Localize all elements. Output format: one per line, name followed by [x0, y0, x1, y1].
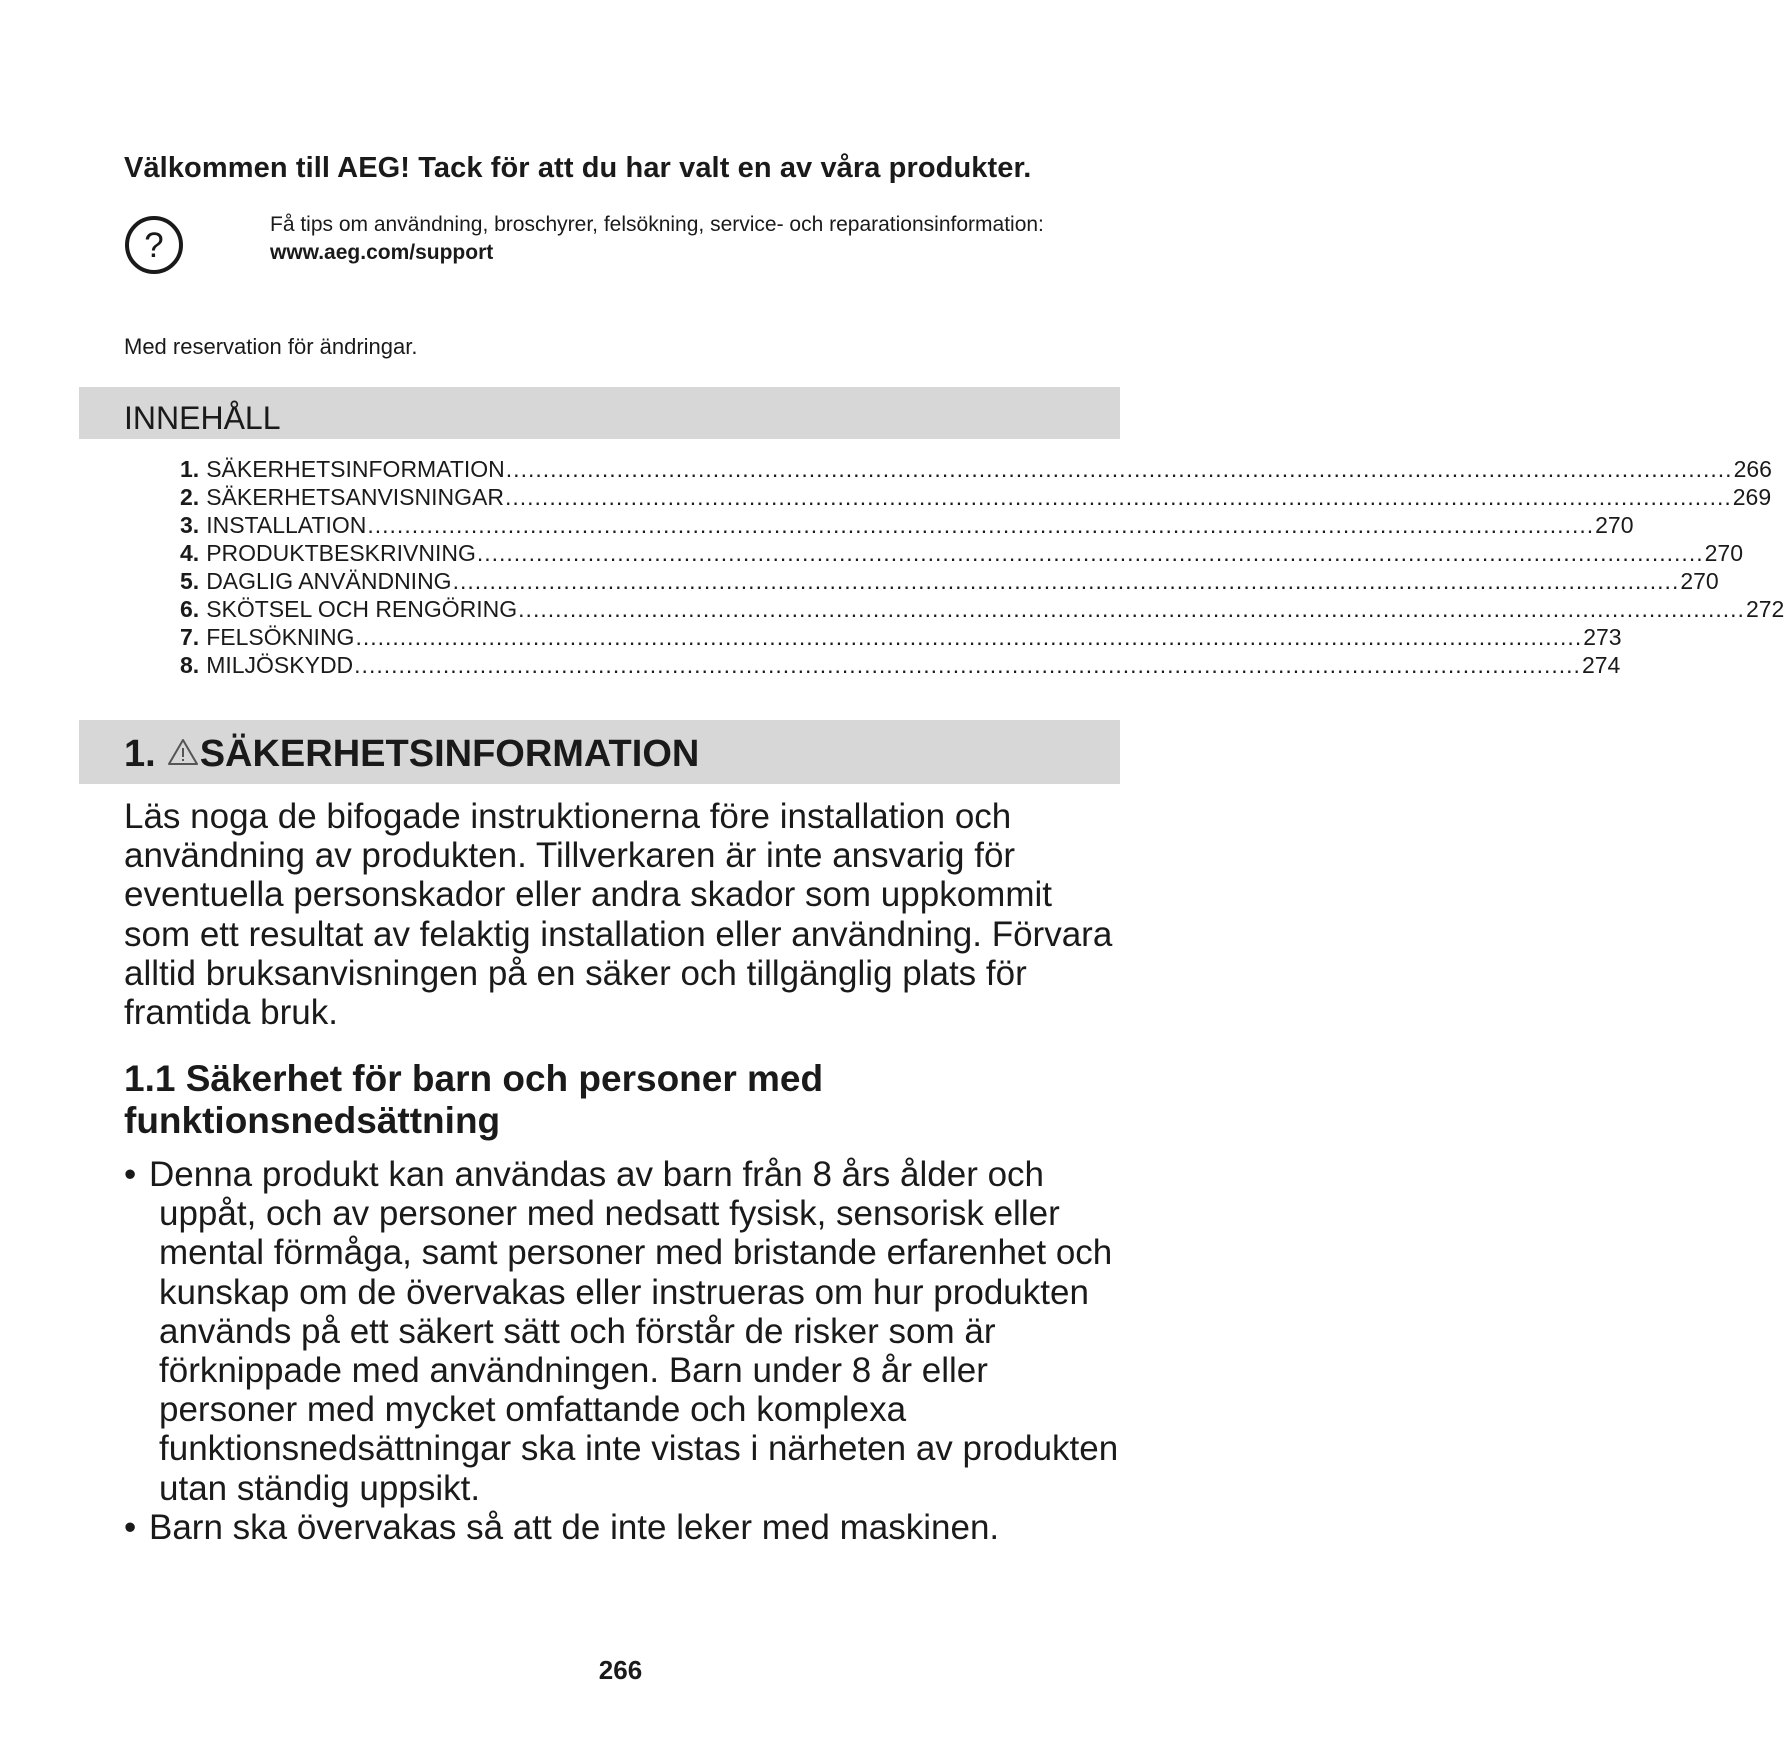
toc-entry[interactable]: [180, 651, 1621, 679]
section-1-heading: [124, 733, 699, 775]
toc-entry-number: 6.: [180, 596, 200, 622]
toc-entry-number: 5.: [180, 568, 200, 594]
toc-entry-page: 272: [1745, 596, 1784, 622]
svg-text:?: ?: [144, 226, 164, 265]
toc-entry-title: SKÖTSEL OCH RENGÖRING: [206, 596, 518, 622]
toc-leader-dots: ......................................................................................................................................................................: [518, 596, 1745, 622]
toc-entry-title: MILJÖSKYDD: [206, 652, 354, 678]
toc-entry-page: 274: [1581, 652, 1621, 678]
toc-entry-title: FELSÖKNING: [206, 624, 355, 650]
toc-entry-number: 1.: [180, 456, 200, 482]
toc-entry-number: 8.: [180, 652, 200, 678]
toc-entry[interactable]: [180, 595, 1784, 623]
reservation-note: Med reservation för ändringar.: [124, 334, 418, 359]
toc-leader-dots: ......................................................................................................................................................................: [355, 624, 1583, 650]
toc-entry-title: INSTALLATION: [206, 512, 367, 538]
toc-entry-page: 270: [1595, 512, 1634, 538]
toc-heading: INNEHÅLL: [124, 400, 281, 436]
toc-leader-dots: ......................................................................................................................................................................: [504, 484, 1732, 510]
section-title: SÄKERHETSINFORMATION: [199, 733, 700, 775]
page-number: 266: [598, 1655, 643, 1685]
toc-entry-page: 270: [1704, 540, 1743, 566]
toc-leader-dots: ......................................................................................................................................................................: [452, 568, 1680, 594]
toc-leader-dots: ......................................................................................................................................................................: [354, 652, 1581, 678]
help-text: Få tips om användning, broschyrer, felsökning, service- och reparationsinformation:: [270, 213, 1044, 236]
toc-entry-number: 2.: [180, 484, 200, 510]
support-link[interactable]: www.aeg.com/support: [270, 241, 494, 264]
toc-entry[interactable]: [180, 567, 1719, 595]
table-of-contents: [180, 455, 1784, 679]
list-item: • Barn ska övervakas så att de inte leker med maskinen.: [124, 1508, 1124, 1547]
welcome-heading: Välkommen till AEG! Tack för att du har valt en av våra produkter.: [124, 152, 1032, 184]
toc-entry-page: 270: [1680, 568, 1719, 594]
toc-entry[interactable]: [180, 455, 1772, 483]
toc-entry-title: SÄKERHETSANVISNINGAR: [206, 484, 504, 510]
toc-entry-page: 269: [1732, 484, 1772, 510]
toc-entry-title: PRODUKTBESKRIVNING: [206, 540, 476, 566]
question-circle-icon: [123, 214, 185, 276]
toc-entry[interactable]: [180, 623, 1622, 651]
toc-leader-dots: ......................................................................................................................................................................: [367, 512, 1595, 538]
toc-leader-dots: ......................................................................................................................................................................: [505, 456, 1733, 482]
toc-entry-number: 4.: [180, 540, 200, 566]
toc-entry[interactable]: [180, 539, 1743, 567]
subsection-heading: 1.1 Säkerhet för barn och personer med funktionsnedsättning: [124, 1058, 824, 1141]
toc-leader-dots: ......................................................................................................................................................................: [476, 540, 1704, 566]
toc-entry-page: 266: [1733, 456, 1772, 482]
toc-entry-title: SÄKERHETSINFORMATION: [206, 456, 505, 482]
warning-triangle-icon: [166, 737, 200, 767]
toc-entry-number: 7.: [180, 624, 200, 650]
intro-paragraph: Läs noga de bifogade instruktionerna före installation och användning av produkten. Tillverkaren är inte ansvarig för eventuella personskador eller andra skador som uppkommit som ett resultat av felaktig installation eller användning. Förvara alltid bruksanvisningen på en säker och tillgänglig plats för framtida bruk.: [124, 797, 1113, 1033]
section-number: 1.: [124, 733, 156, 775]
toc-entry-title: DAGLIG ANVÄNDNING: [206, 568, 452, 594]
safety-bullet-list: [124, 1155, 1124, 1547]
toc-entry[interactable]: [180, 483, 1772, 511]
toc-entry-page: 273: [1583, 624, 1622, 650]
toc-entry-number: 3.: [180, 512, 200, 538]
list-item: • Denna produkt kan användas av barn från 8 års ålder och uppåt, och av personer med nedsatt fysisk, sensorisk eller mental förmåga, samt personer med bristande erfarenhet och kunskap om de övervakas eller instrueras om hur produkten används på ett säkert sätt och förstår de risker som är förknippade med användningen. Barn under 8 år eller personer med mycket omfattande och komplexa funktionsnedsättningar ska inte vistas i närheten av produkten utan ständig uppsikt.: [124, 1155, 1124, 1508]
toc-entry[interactable]: [180, 511, 1634, 539]
